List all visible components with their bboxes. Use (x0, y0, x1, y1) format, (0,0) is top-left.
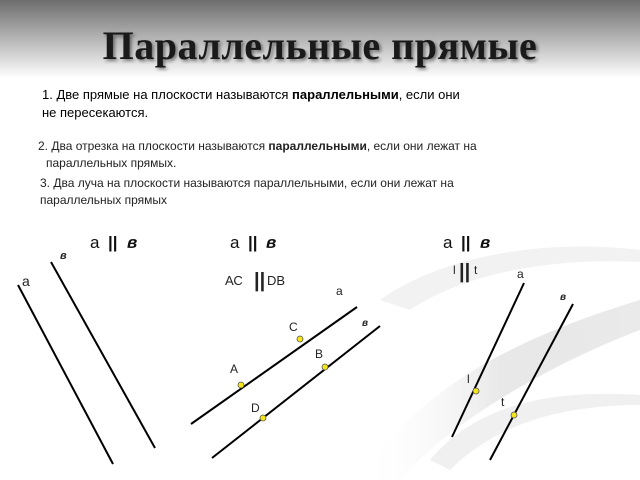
line-a (191, 307, 357, 424)
line-a-label: а (22, 273, 30, 289)
point-c (297, 336, 303, 342)
definition-3-line1: 3. Два луча на плоскости называются параллельными, если они лежат на (40, 176, 454, 190)
segments-right: DB (267, 273, 286, 288)
fig3-header-b: в (480, 233, 491, 252)
point-t (511, 412, 517, 418)
segments-parallel-sign: || (254, 270, 266, 292)
line-a-label: а (336, 284, 343, 298)
point-d (260, 415, 266, 421)
line-b-label: в (362, 318, 369, 329)
definition-1-line2: не пересекаются. (42, 105, 149, 120)
line-a (18, 285, 113, 464)
fig1-header-b: в (127, 233, 138, 252)
definition-2-text: 2. Два отрезка на плоскости называются (38, 139, 269, 153)
line-b-label: в (60, 250, 67, 262)
fig2-parallel-sign: || (248, 233, 258, 252)
segments-left: АС (225, 273, 243, 288)
fig3-header-a: а (443, 233, 453, 252)
point-d-label: D (251, 401, 260, 415)
fig1-parallel-sign: || (108, 233, 118, 252)
fig1-header-a: а (90, 233, 100, 252)
rays-right: t (474, 263, 478, 277)
fig2-header-a: а (230, 233, 240, 252)
definition-2-keyword: параллельными (268, 139, 367, 153)
ray-a-label: а (517, 267, 524, 281)
point-t-label: t (501, 395, 505, 409)
fig2-header-b: в (266, 233, 277, 252)
definition-1-text-end: , если они (398, 87, 460, 102)
definition-2-line2: параллельных прямых. (46, 156, 177, 170)
rays-left: l (453, 263, 456, 277)
slide-title: Параллельные прямые (102, 23, 538, 68)
definition-1-text: 1. Две прямые на плоскости называются (42, 87, 293, 102)
point-a-label: A (230, 362, 239, 376)
fig3-parallel-sign: || (461, 233, 471, 252)
line-b (51, 262, 155, 448)
point-l-label: l (467, 372, 470, 386)
point-l (473, 388, 479, 394)
figure-parallel-segments (191, 233, 380, 458)
point-b-label: B (315, 347, 324, 361)
figure-parallel-lines (18, 233, 155, 464)
ray-b-label: в (560, 292, 567, 303)
definition-3-line2: параллельных прямых (40, 193, 168, 207)
point-b (322, 364, 328, 370)
point-c-label: C (289, 320, 298, 334)
figure-parallel-rays (443, 233, 573, 460)
definition-2-text-end: , если они лежат на (366, 139, 477, 153)
point-a (238, 382, 244, 388)
definition-1-keyword: параллельными (292, 87, 399, 102)
rays-parallel-sign: || (459, 261, 471, 283)
